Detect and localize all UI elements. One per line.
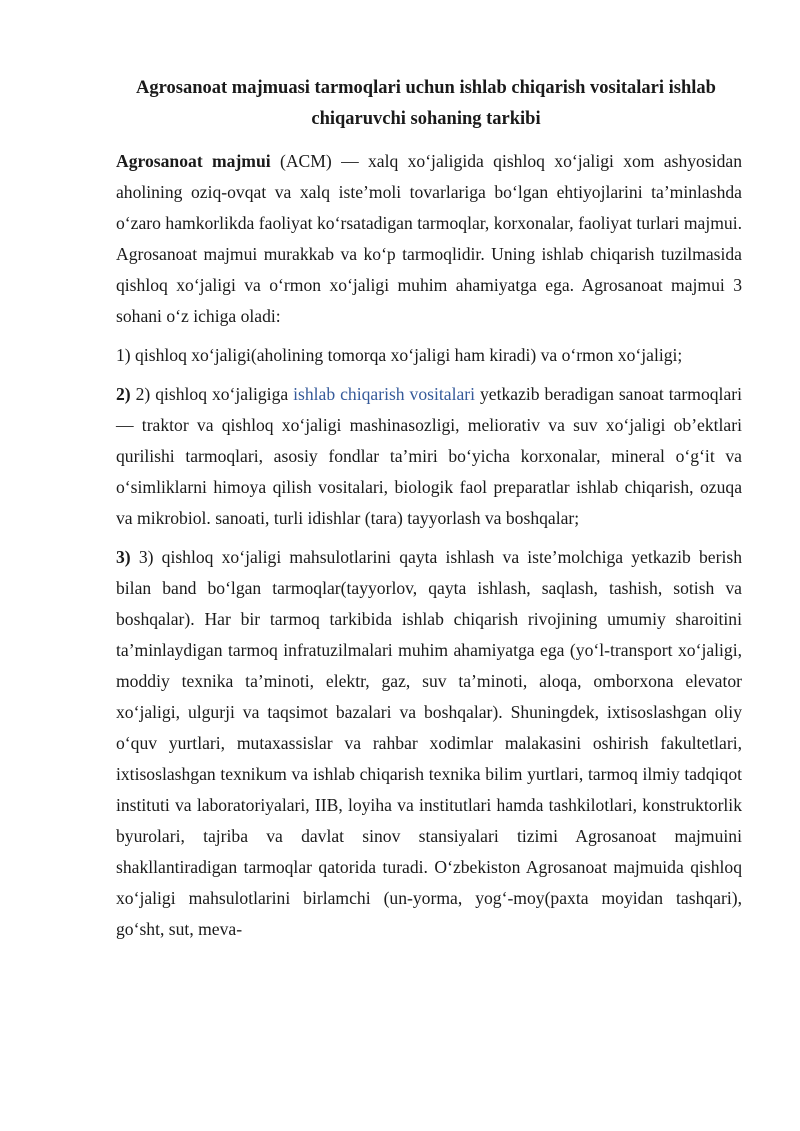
item-2-text-end: yetkazib beradigan sanoat tarmoqlari — traktor va qishloq xo‘jaligi mashinasozligi, meliorativ va suv xo‘jaligi ob’ektlari qurilishi tarmoqlari, asosiy fondlar ta’miri bo‘yicha korxonalar, mineral o‘g‘it va o‘simliklarni himoya qilish vositalari, biologik faol preparatlar ishlab chiqarish, ozuqa va mikrobiol. sanoati, turli idishlar (tara) tayyorlash va boshqalar; [116, 384, 742, 528]
term-agrosanoat-majmui: Agrosanoat majmui [116, 151, 271, 171]
item-3-text: 3) qishloq xo‘jaligi mahsulotlarini qayta ishlash va iste’molchiga yetkazib berish bilan band bo‘lgan tarmoqlar(tayyorlov, qayta ishlash, saqlash, tashish, sotish va boshqalar). Har bir tarmoq tarkibida ishlab chiqarish rivojining umumiy sharoitini ta’minlaydigan tarmoq infratuzilmalari muhim ahamiyatga ega (yo‘l-transport xo‘jaligi, moddiy texnika ta’minoti, elektr, gaz, suv ta’minoti, aloqa, omborxona elevator xo‘jaligi, ulgurji va taqsimot bazalari va boshqalar). Shuningdek, ixtisoslashgan oliy o‘quv yurtlari, mutaxassislar va rahbar xodimlar malakasini oshirish fakultetlari, ixtisoslashgan texnikum va ishlab chiqarish texnika bilim yurtlari, tarmoq ilmiy tadqiqot instituti va laboratoriyalari, IIB, loyiha va institutlari hamda tashkilotlari, konstruktorlik byurolari, tajriba va davlat sinov stansiyalari tizimi Agrosanoat majmuini shakllantiradigan tarmoqlar qatorida turadi. O‘zbekiston Agrosanoat majmuida qishloq xo‘jaligi mahsulotlarini birlamchi (un-yorma, yog‘-moy(paxta moyidan tashqari), go‘sht, sut, meva- [116, 547, 742, 939]
document-title: Agrosanoat majmuasi tarmoqlari uchun ishlab chiqarish vositalari ishlab chiqaruvchi sohaning tarkibi [136, 78, 716, 129]
item-2-text-start: 2) qishloq xo‘jaligiga [130, 384, 294, 404]
definition-text: (ACM) — xalq xo‘jaligida qishloq xo‘jaligi xom ashyosidan aholining oziq-ovqat va xalq iste’moli tovarlariga bo‘lgan ehtiyojlarini ta’minlashda o‘zaro hamkorlikda faoliyat ko‘rsatadigan tarmoqlar, korxonalar, faoliyat turlari majmui. Agrosanoat majmui murakkab va ko‘p tarmoqlidir. Uning ishlab chiqarish tuzilmasida qishloq xo‘jaligi va o‘rmon xo‘jaligi muhim ahamiyatga ega. Agrosanoat majmui 3 sohani o‘z ichiga oladi: [116, 151, 742, 326]
item-2-number: 2) [116, 384, 131, 404]
paragraph-item-2 [116, 379, 742, 534]
paragraph-item-1: 1) qishloq xo‘jaligi(aholining tomorqa xo‘jaligi ham kiradi) va o‘rmon xo‘jaligi; [116, 345, 683, 365]
paragraph-item-3 [116, 542, 742, 945]
paragraph-definition [116, 146, 742, 332]
item-3-number: 3) [116, 547, 131, 567]
ishlab-chiqarish-vositalari-link[interactable]: ishlab chiqarish vositalari [293, 384, 476, 404]
